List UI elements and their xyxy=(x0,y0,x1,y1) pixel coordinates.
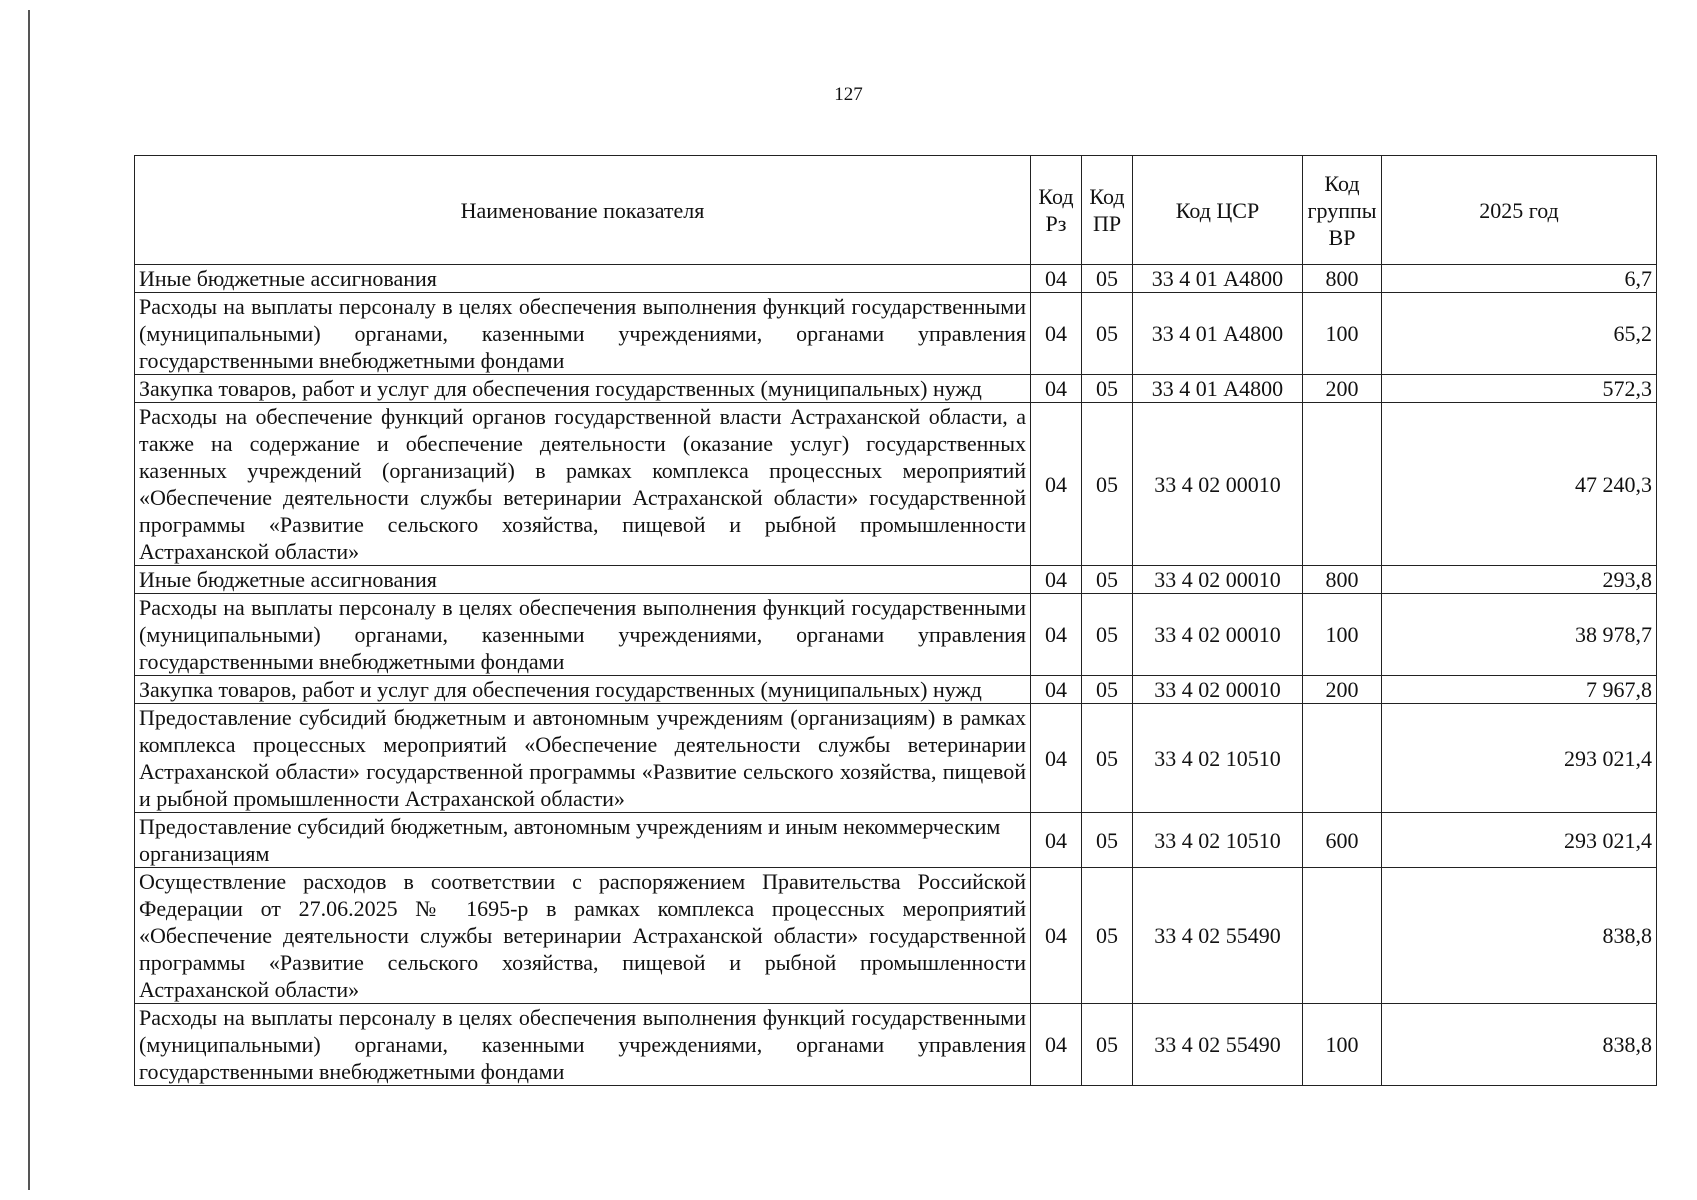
cell-csr: 33 4 02 00010 xyxy=(1133,566,1303,594)
table-row xyxy=(135,403,1657,566)
table-row xyxy=(135,265,1657,293)
cell-amount: 293 021,4 xyxy=(1382,704,1657,813)
cell-csr: 33 4 02 00010 xyxy=(1133,403,1303,566)
cell-csr: 33 4 02 10510 xyxy=(1133,813,1303,868)
header-year: 2025 год xyxy=(1382,156,1657,265)
cell-csr: 33 4 01 А4800 xyxy=(1133,293,1303,375)
cell-rz: 04 xyxy=(1031,293,1082,375)
cell-name: Закупка товаров, работ и услуг для обеспечения государственных (муниципальных) нужд xyxy=(135,676,1031,704)
cell-name: Расходы на выплаты персоналу в целях обеспечения выполнения функций государственными (муниципальными) органами, казенными учреждениями, органами управления государственными внебюджетными фондами xyxy=(135,293,1031,375)
cell-amount: 7 967,8 xyxy=(1382,676,1657,704)
table-row xyxy=(135,594,1657,676)
binding-margin-line xyxy=(28,10,30,1190)
cell-vr xyxy=(1303,403,1382,566)
cell-name: Расходы на выплаты персоналу в целях обеспечения выполнения функций государственными (муниципальными) органами, казенными учреждениями, органами управления государственными внебюджетными фондами xyxy=(135,594,1031,676)
budget-table xyxy=(134,155,1657,1086)
table-row xyxy=(135,868,1657,1004)
cell-csr: 33 4 02 00010 xyxy=(1133,594,1303,676)
table-row xyxy=(135,566,1657,594)
cell-rz: 04 xyxy=(1031,813,1082,868)
cell-rz: 04 xyxy=(1031,403,1082,566)
cell-amount: 838,8 xyxy=(1382,1004,1657,1086)
cell-csr: 33 4 02 55490 xyxy=(1133,868,1303,1004)
cell-pr: 05 xyxy=(1082,403,1133,566)
cell-vr: 100 xyxy=(1303,293,1382,375)
cell-pr: 05 xyxy=(1082,265,1133,293)
header-name: Наименование показателя xyxy=(135,156,1031,265)
cell-rz: 04 xyxy=(1031,265,1082,293)
cell-pr: 05 xyxy=(1082,594,1133,676)
cell-rz: 04 xyxy=(1031,1004,1082,1086)
cell-pr: 05 xyxy=(1082,676,1133,704)
cell-pr: 05 xyxy=(1082,566,1133,594)
cell-amount: 293,8 xyxy=(1382,566,1657,594)
cell-vr: 800 xyxy=(1303,566,1382,594)
cell-vr xyxy=(1303,704,1382,813)
cell-pr: 05 xyxy=(1082,813,1133,868)
cell-vr: 800 xyxy=(1303,265,1382,293)
cell-csr: 33 4 02 00010 xyxy=(1133,676,1303,704)
cell-amount: 65,2 xyxy=(1382,293,1657,375)
cell-name: Предоставление субсидий бюджетным, автономным учреждениям и иным некоммерческим организациям xyxy=(135,813,1031,868)
cell-rz: 04 xyxy=(1031,704,1082,813)
cell-pr: 05 xyxy=(1082,704,1133,813)
cell-pr: 05 xyxy=(1082,868,1133,1004)
cell-amount: 38 978,7 xyxy=(1382,594,1657,676)
cell-rz: 04 xyxy=(1031,566,1082,594)
cell-name: Иные бюджетные ассигнования xyxy=(135,265,1031,293)
cell-pr: 05 xyxy=(1082,293,1133,375)
cell-csr: 33 4 02 10510 xyxy=(1133,704,1303,813)
table-row xyxy=(135,293,1657,375)
cell-vr xyxy=(1303,868,1382,1004)
cell-name: Осуществление расходов в соответствии с распоряжением Правительства Российской Федерации от 27.06.2025 № 1695-р в рамках комплекса процессных мероприятий «Обеспечение деятельности службы ветеринарии Астраханской области» государственной программы «Развитие сельского хозяйства, пищевой и рыбной промышленности Астраханской области» xyxy=(135,868,1031,1004)
cell-amount: 838,8 xyxy=(1382,868,1657,1004)
cell-csr: 33 4 02 55490 xyxy=(1133,1004,1303,1086)
cell-name: Иные бюджетные ассигнования xyxy=(135,566,1031,594)
cell-rz: 04 xyxy=(1031,594,1082,676)
cell-vr: 600 xyxy=(1303,813,1382,868)
cell-csr: 33 4 01 А4800 xyxy=(1133,375,1303,403)
header-pr: Код ПР xyxy=(1082,156,1133,265)
cell-vr: 100 xyxy=(1303,1004,1382,1086)
cell-amount: 572,3 xyxy=(1382,375,1657,403)
header-csr: Код ЦСР xyxy=(1133,156,1303,265)
header-rz: Код Рз xyxy=(1031,156,1082,265)
cell-vr: 200 xyxy=(1303,676,1382,704)
cell-rz: 04 xyxy=(1031,676,1082,704)
cell-pr: 05 xyxy=(1082,1004,1133,1086)
table-row xyxy=(135,704,1657,813)
cell-csr: 33 4 01 А4800 xyxy=(1133,265,1303,293)
cell-vr: 100 xyxy=(1303,594,1382,676)
page-number: 127 xyxy=(834,84,863,105)
table-row xyxy=(135,1004,1657,1086)
cell-rz: 04 xyxy=(1031,375,1082,403)
table-header-row xyxy=(135,156,1657,265)
cell-name: Расходы на обеспечение функций органов государственной власти Астраханской области, а также на содержание и обеспечение деятельности (оказание услуг) государственных казенных учреждений (организаций) в рамках комплекса процессных мероприятий «Обеспечение деятельности службы ветеринарии Астраханской области» государственной программы «Развитие сельского хозяйства, пищевой и рыбной промышленности Астраханской области» xyxy=(135,403,1031,566)
cell-amount: 293 021,4 xyxy=(1382,813,1657,868)
table-row xyxy=(135,813,1657,868)
cell-pr: 05 xyxy=(1082,375,1133,403)
table-row xyxy=(135,676,1657,704)
cell-name: Предоставление субсидий бюджетным и автономным учреждениям (организациям) в рамках комплекса процессных мероприятий «Обеспечение деятельности службы ветеринарии Астраханской области» государственной программы «Развитие сельского хозяйства, пищевой и рыбной промышленности Астраханской области» xyxy=(135,704,1031,813)
cell-name: Расходы на выплаты персоналу в целях обеспечения выполнения функций государственными (муниципальными) органами, казенными учреждениями, органами управления государственными внебюджетными фондами xyxy=(135,1004,1031,1086)
cell-name: Закупка товаров, работ и услуг для обеспечения государственных (муниципальных) нужд xyxy=(135,375,1031,403)
cell-amount: 6,7 xyxy=(1382,265,1657,293)
cell-vr: 200 xyxy=(1303,375,1382,403)
table-row xyxy=(135,375,1657,403)
cell-rz: 04 xyxy=(1031,868,1082,1004)
cell-amount: 47 240,3 xyxy=(1382,403,1657,566)
table-body xyxy=(135,265,1657,1086)
header-vr: Код группы ВР xyxy=(1303,156,1382,265)
